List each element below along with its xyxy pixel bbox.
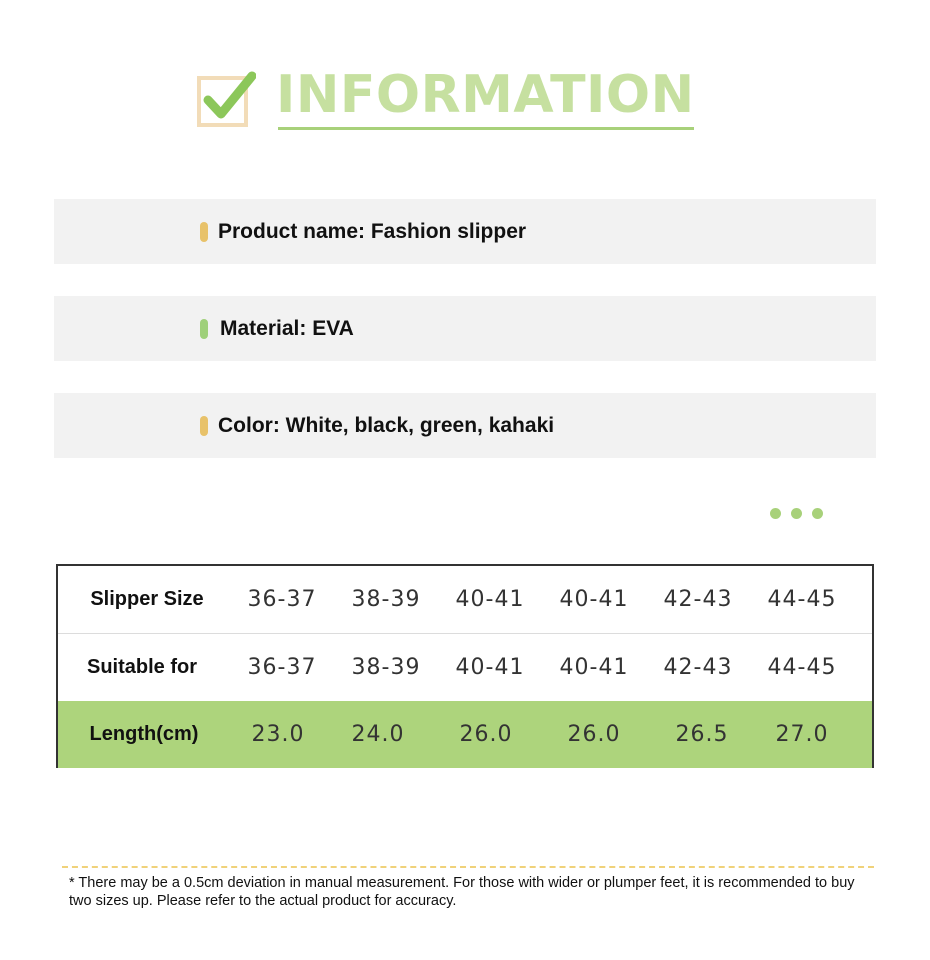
ellipsis-dots-icon [770, 508, 826, 520]
table-cell: 42-43 [663, 587, 733, 612]
info-row-color [54, 393, 876, 458]
table-cell: 27.0 [775, 722, 829, 747]
table-row-slipper-size [58, 566, 872, 634]
bullet-pill-icon [200, 319, 208, 339]
table-cell: 36-37 [247, 587, 317, 612]
table-cell: 26.0 [459, 722, 513, 747]
row-label: Suitable for [86, 656, 197, 678]
checkbox-check-icon [196, 70, 256, 130]
measurement-note: * There may be a 0.5cm deviation in manual measurement. For those with wider or plumper feet, it is recommended to buy two sizes up. Please refer to the actual product for accuracy. [69, 875, 855, 909]
table-cell: 23.0 [251, 722, 305, 747]
table-row-suitable-for [58, 634, 872, 701]
info-text: Product name: Fashion slipper [218, 220, 527, 243]
info-text: Color: White, black, green, kahaki [218, 414, 555, 437]
information-header [196, 66, 706, 136]
dot [770, 508, 781, 519]
table-cell: 44-45 [767, 587, 837, 612]
table-cell: 40-41 [559, 655, 629, 680]
table-cell: 26.0 [567, 722, 621, 747]
table-cell: 38-39 [351, 587, 421, 612]
table-cell: 36-37 [247, 655, 317, 680]
info-row-product-name [54, 199, 876, 264]
info-row-material [54, 296, 876, 361]
table-cell: 24.0 [351, 722, 405, 747]
dot [791, 508, 802, 519]
dot [812, 508, 823, 519]
table-cell: 42-43 [663, 655, 733, 680]
row-label: Slipper Size [90, 588, 204, 610]
table-row-length [58, 701, 872, 768]
table-cell: 44-45 [767, 655, 837, 680]
table-cell: 38-39 [351, 655, 421, 680]
size-chart-table [56, 564, 874, 768]
table-cell: 26.5 [675, 722, 729, 747]
dashed-divider [62, 866, 874, 868]
bullet-pill-icon [200, 222, 208, 242]
table-cell: 40-41 [559, 587, 629, 612]
page-title: INFORMATION [276, 65, 695, 125]
info-text: Material: EVA [220, 317, 354, 340]
table-cell: 40-41 [455, 587, 525, 612]
title-underline [278, 127, 694, 130]
bullet-pill-icon [200, 416, 208, 436]
row-label: Length(cm) [89, 723, 199, 745]
table-cell: 40-41 [455, 655, 525, 680]
